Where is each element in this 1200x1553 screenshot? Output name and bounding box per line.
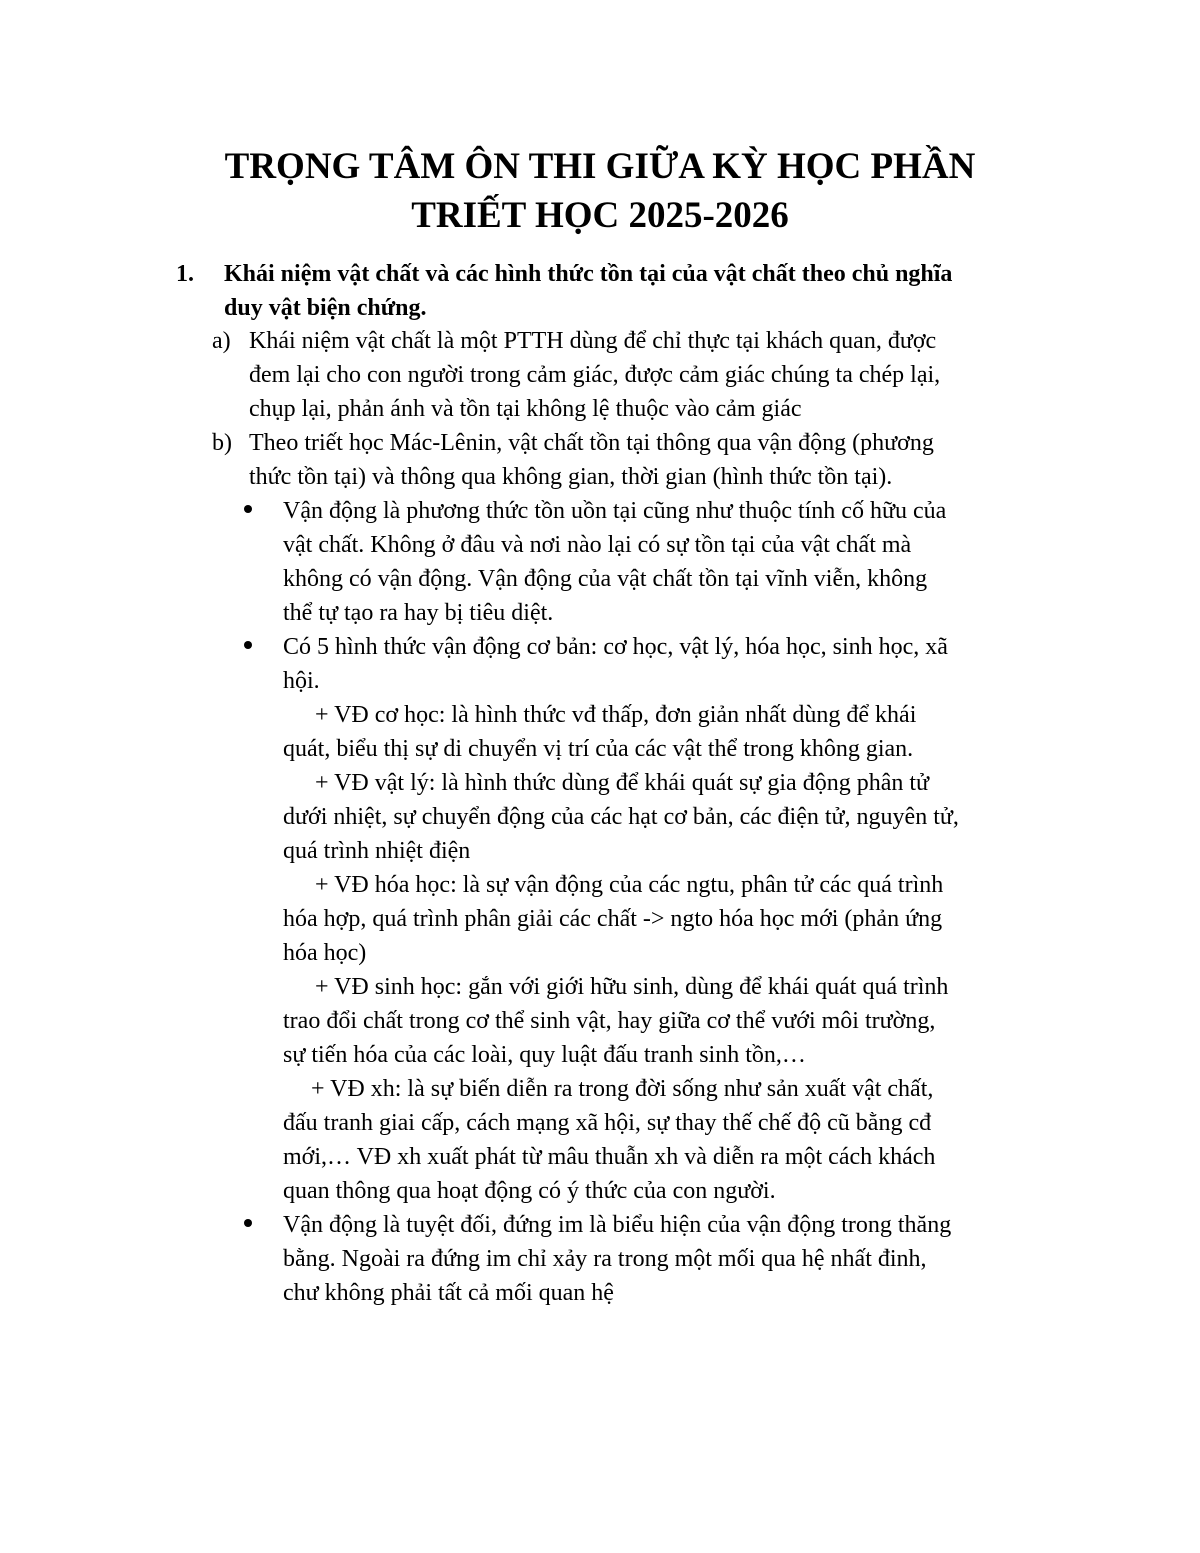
paragraph-line: bằng. Ngoài ra đứng im chỉ xảy ra trong một mối qua hệ nhất đinh, [283, 1246, 927, 1272]
paragraph-line: đấu tranh giai cấp, cách mạng xã hội, sự thay thế chế độ cũ bằng cđ [283, 1110, 932, 1136]
list-marker-a: a) [212, 328, 231, 354]
bullet-icon [244, 641, 252, 649]
paragraph-line: dưới nhiệt, sự chuyển động của các hạt cơ bản, các điện tử, nguyên tử, [283, 804, 959, 830]
list-marker-b: b) [212, 430, 232, 456]
paragraph-line: thể tự tạo ra hay bị tiêu diệt. [283, 600, 554, 626]
paragraph-line: hóa hợp, quá trình phân giải các chất -> ngto hóa học mới (phản ứng [283, 906, 943, 932]
subitem-mechanical [283, 698, 916, 766]
paragraph-line: mới,… VĐ xh xuất phát từ mâu thuẫn xh và diễn ra một cách khách [283, 1144, 936, 1170]
list-item-b [249, 426, 934, 494]
paragraph-line: không có vận động. Vận động của vật chất tồn tại vĩnh viễn, không [283, 566, 928, 592]
paragraph-line: Có 5 hình thức vận động cơ bản: cơ học, vật lý, hóa học, sinh học, xã [283, 634, 948, 660]
paragraph-line: + VĐ hóa học: là sự vận động của các ngtu, phân tử các quá trình [315, 872, 944, 898]
paragraph-line: Vận động là phương thức tồn uồn tại cũng như thuộc tính cố hữu của [283, 498, 947, 524]
bullet-item [283, 1208, 951, 1310]
paragraph-line: + VĐ cơ học: là hình thức vđ thấp, đơn giản nhất dùng để khái [315, 702, 917, 728]
section-number: 1. [176, 261, 194, 287]
paragraph-line: + VĐ vật lý: là hình thức dùng để khái quát sự gia động phân tử [315, 770, 930, 796]
subitem-social [283, 1072, 935, 1208]
paragraph-line: quát, biểu thị sự di chuyển vị trí của các vật thể trong không gian. [283, 736, 914, 762]
section-heading-line: duy vật biện chứng. [224, 295, 427, 321]
subitem-biological [283, 970, 948, 1072]
paragraph-line: hóa học) [283, 940, 367, 966]
paragraph-line: quan thông qua hoạt động có ý thức của con người. [283, 1178, 776, 1204]
paragraph-line: đem lại cho con người trong cảm giác, được cảm giác chúng ta chép lại, [249, 362, 941, 388]
paragraph-line: trao đổi chất trong cơ thể sinh vật, hay giữa cơ thể vưới môi trường, [283, 1008, 936, 1034]
list-item-a [249, 324, 940, 426]
paragraph-line: + VĐ xh: là sự biến diễn ra trong đời sống như sản xuất vật chất, [311, 1076, 934, 1102]
paragraph-line: + VĐ sinh học: gắn với giới hữu sinh, dùng để khái quát quá trình [315, 974, 949, 1000]
paragraph-line: chụp lại, phản ánh và tồn tại không lệ thuộc vào cảm giác [249, 396, 802, 422]
paragraph-line: quá trình nhiệt điện [283, 838, 471, 864]
document-title-line-1: TRỌNG TÂM ÔN THI GIỮA KỲ HỌC PHẦN [224, 146, 976, 187]
bullet-item [283, 494, 946, 630]
subitem-chemical [283, 868, 943, 970]
subitem-physical [283, 766, 959, 868]
paragraph-line: hội. [283, 668, 320, 694]
document-title-line-2: TRIẾT HỌC 2025-2026 [411, 195, 789, 236]
paragraph-line: Vận động là tuyệt đối, đứng im là biểu hiện của vận động trong thăng [283, 1212, 952, 1238]
paragraph-line: thức tồn tại) và thông qua không gian, thời gian (hình thức tồn tại). [249, 464, 893, 490]
paragraph-line: Theo triết học Mác-Lênin, vật chất tồn tại thông qua vận động (phương [249, 430, 934, 456]
paragraph-line: sự tiến hóa của các loài, quy luật đấu tranh sinh tồn,… [283, 1042, 806, 1068]
bullet-icon [244, 505, 252, 513]
section-heading-line: Khái niệm vật chất và các hình thức tồn tại của vật chất theo chủ nghĩa [224, 261, 953, 287]
paragraph-line: vật chất. Không ở đâu và nơi nào lại có sự tồn tại của vật chất mà [283, 532, 912, 558]
bullet-item [283, 630, 948, 698]
section-heading [224, 257, 1064, 325]
bullet-icon [244, 1219, 252, 1227]
paragraph-line: Khái niệm vật chất là một PTTH dùng để chỉ thực tại khách quan, được [249, 328, 937, 354]
paragraph-line: chư không phải tất cả mối quan hệ [283, 1280, 614, 1306]
